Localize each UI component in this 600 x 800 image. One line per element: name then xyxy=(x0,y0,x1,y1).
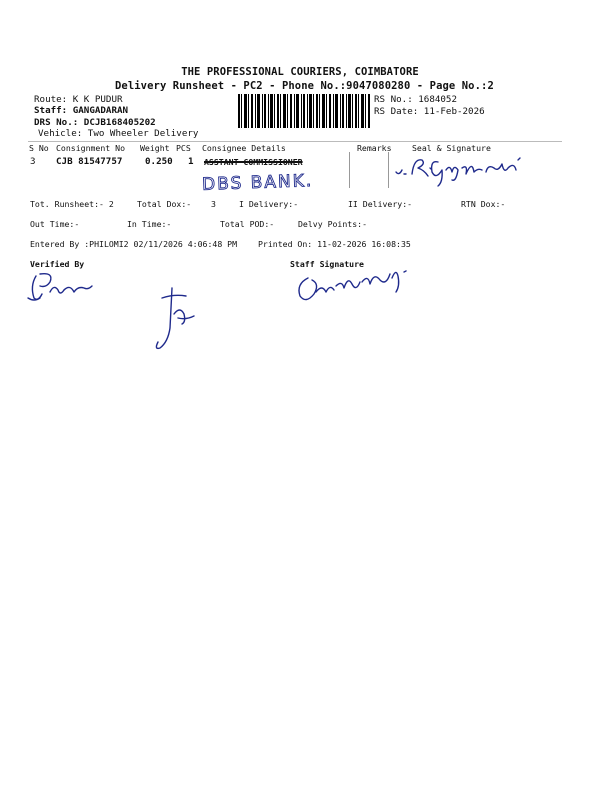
col-header-remarks: Remarks xyxy=(357,143,392,153)
total-dox-label: Total Dox:- xyxy=(137,199,192,209)
runsheet-subtitle: Delivery Runsheet - PC2 - Phone No.:9047080280 - Page No.:2 xyxy=(115,80,494,92)
column-divider xyxy=(349,152,350,188)
total-dox-value: 3 xyxy=(211,199,216,209)
total-pod-label: Total POD:- xyxy=(220,219,275,229)
rs-number: RS No.: 1684052 xyxy=(374,94,457,105)
row-pcs: 1 xyxy=(188,156,194,167)
rs-date: RS Date: 11-Feb-2026 xyxy=(374,106,485,117)
out-time-label: Out Time:- xyxy=(30,219,80,229)
row-weight: 0.250 xyxy=(145,156,173,167)
verifier-signature-icon xyxy=(20,268,100,308)
staff-signature-icon xyxy=(290,262,420,310)
row-consignment-no: CJB 81547757 xyxy=(56,156,123,167)
printed-on: Printed On: 11-02-2026 16:08:35 xyxy=(258,239,411,249)
col-header-seal-signature: Seal & Signature xyxy=(412,143,491,153)
in-time-label: In Time:- xyxy=(127,219,172,229)
company-title: THE PROFESSIONAL COURIERS, COIMBATORE xyxy=(181,66,419,78)
handwritten-consignee-note xyxy=(196,166,336,196)
route-label: Route: K K PUDUR xyxy=(34,94,123,105)
delvy-points-label: Delvy Points:- xyxy=(298,219,368,229)
col-header-sno: S No xyxy=(29,143,49,153)
entered-by: Entered By :PHILOMI2 02/11/2026 4:06:48 PM xyxy=(30,239,238,249)
col-header-pcs: PCS xyxy=(176,143,191,153)
staff-signature-label: Staff Signature xyxy=(290,259,364,269)
receiver-signature-icon xyxy=(390,150,540,190)
svg-text:DBS BANK.: DBS BANK. xyxy=(201,171,314,195)
vehicle-label: Vehicle: Two Wheeler Delivery xyxy=(38,128,199,139)
row-consignee: ASSTANT COMMISSIONER xyxy=(204,157,303,167)
second-verifier-signature-icon xyxy=(150,284,210,356)
column-divider xyxy=(388,152,389,188)
barcode-icon xyxy=(238,94,370,128)
drs-label: DRS No.: DCJB168405202 xyxy=(34,117,156,128)
i-delivery-label: I Delivery:- xyxy=(239,199,299,209)
col-header-consignment: Consignment No xyxy=(56,143,126,153)
col-header-consignee: Consignee Details xyxy=(202,143,286,153)
col-header-weight: Weight xyxy=(140,143,170,153)
verified-by-label: Verified By xyxy=(30,259,85,269)
tot-runsheet: Tot. Runsheet:- 2 xyxy=(30,199,114,209)
row-sno: 3 xyxy=(30,156,36,167)
rtn-dox-label: RTN Dox:- xyxy=(461,199,506,209)
ii-delivery-label: II Delivery:- xyxy=(348,199,413,209)
table-top-rule xyxy=(28,141,562,142)
staff-label: Staff: GANGADARAN xyxy=(34,105,129,116)
